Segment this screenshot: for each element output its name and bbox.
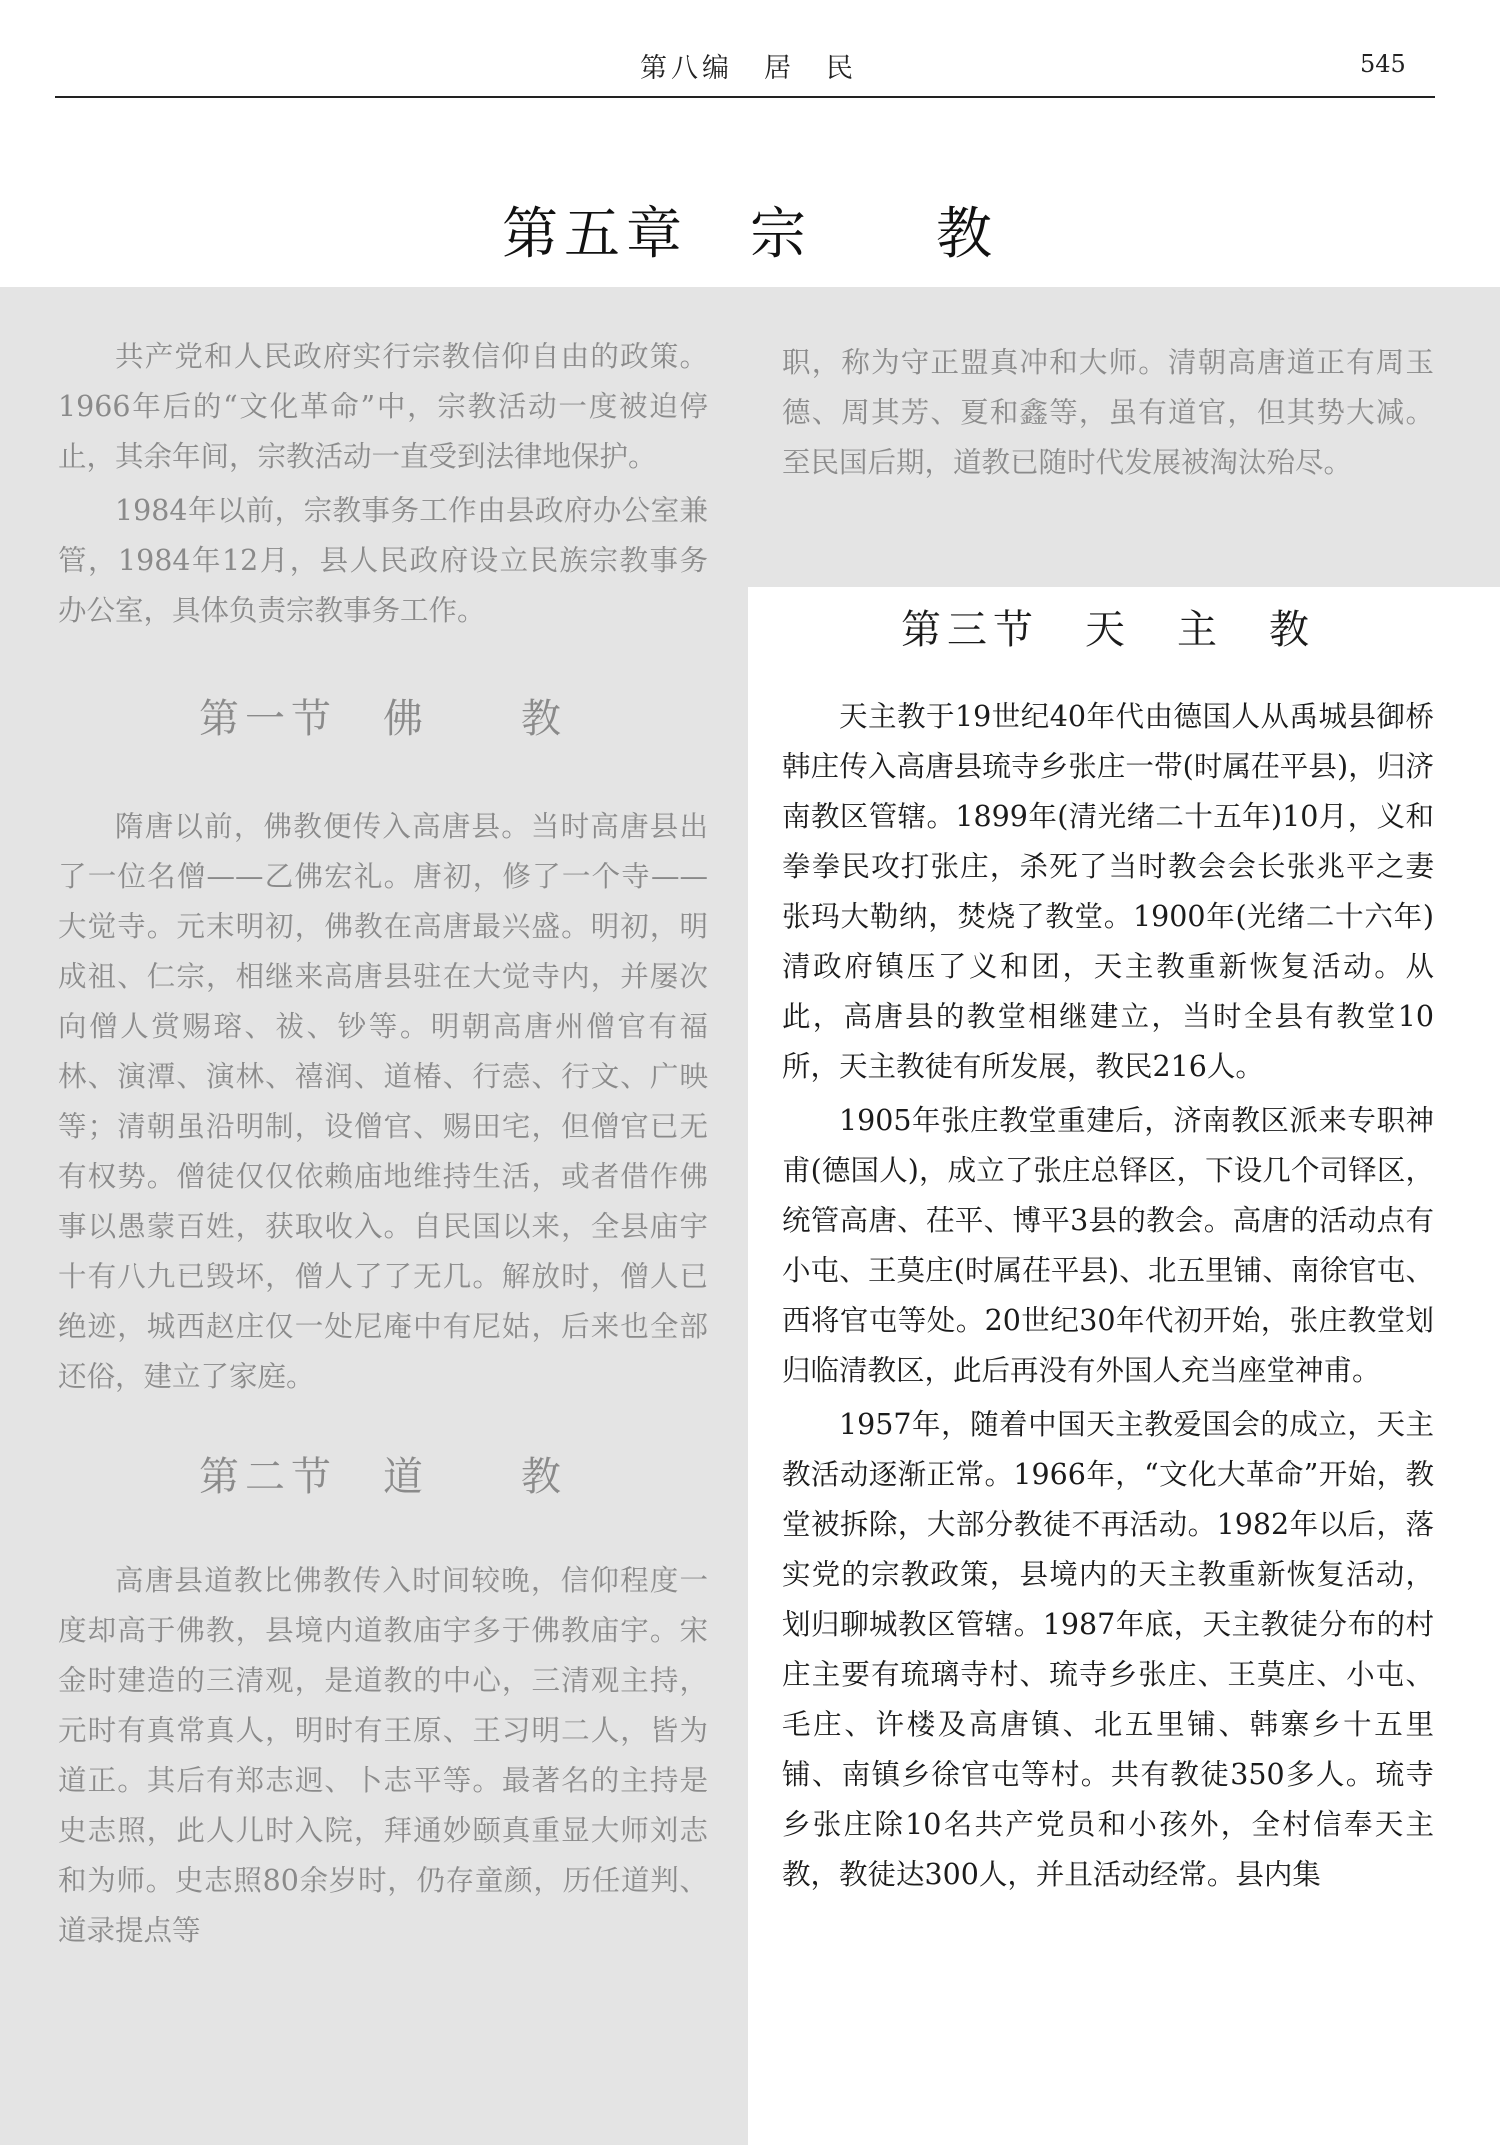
section-3-paragraph-2: 1905年张庄教堂重建后，济南教区派来专职神甫(德国人)，成立了张庄总铎区，下设几个司铎区，统管高唐、茌平、博平3县的教会。高唐的活动点有小屯、王莫庄(时属茌平县)、北五里铺、南徐官屯、西将官屯等处。20世纪30年代初开始，张庄教堂划归临清教区，此后再没有外国人充当座堂神甫。 <box>782 1104 1434 1387</box>
section-3-heading: 第三节 天 主 教 <box>901 607 1315 653</box>
section-1-paragraph: 隋唐以前，佛教便传入高唐县。当时高唐县出了一位名僧——乙佛宏礼。唐初，修了一个寺——大觉寺。元末明初，佛教在高唐最兴盛。明初，明成祖、仁宗，相继来高唐县驻在大觉寺内，并屡次向僧人赏赐瑢、祓、钞等。明朝高唐州僧官有福林、演潭、演林、禧润、道椿、行悫、行文、广映等；清朝虽沿明制，设僧官、赐田宅，但僧官已无有权势。僧徒仅仅依赖庙地维持生活，或者借作佛事以愚蒙百姓，获取收入。自民国以来，全县庙宇十有八九已毁坏，僧人了了无几。解放时，僧人已绝迹，城西赵庄仅一处尼庵中有尼姑，后来也全部还俗，建立了家庭。 <box>58 810 708 1393</box>
page-number: 545 <box>1360 50 1406 78</box>
section-3-paragraph-3: 1957年，随着中国天主教爱国会的成立，天主教活动逐渐正常。1966年，“文化大革命”开始，教堂被拆除，大部分教徒不再活动。1982年以后，落实党的宗教政策，县境内的天主教重新恢复活动，划归聊城教区管辖。1987年底，天主教徒分布的村庄主要有琉璃寺村、琉寺乡张庄、王莫庄、小屯、毛庄、许楼及高唐镇、北五里铺、韩寨乡十五里铺、南镇乡徐官屯等村。共有教徒350多人。琉寺乡张庄除10名共产党员和小孩外，全村信奉天主教，教徒达300人，并且活动经常。县内集 <box>782 1408 1434 1891</box>
running-head <box>0 0 1500 100</box>
section-2-paragraph: 高唐县道教比佛教传入时间较晚，信仰程度一度却高于佛教，县境内道教庙宇多于佛教庙宇。宋金时建造的三清观，是道教的中心，三清观主持，元时有真常真人，明时有王原、王习明二人，皆为道正。其后有郑志迥、卜志平等。最著名的主持是史志照，此人儿时入院，拜通妙颐真重显大师刘志和为师。史志照80余岁时，仍存童颜，历任道判、道录提点等 <box>58 1564 708 1947</box>
left-column <box>58 332 708 1960</box>
right-column-continuation <box>782 338 1434 492</box>
intro-paragraph-2: 1984年以前，宗教事务工作由县政府办公室兼管，1984年12月，县人民政府设立民族宗教事务办公室，具体负责宗教事务工作。 <box>58 494 708 627</box>
intro-paragraph-1: 共产党和人民政府实行宗教信仰自由的政策。1966年后的“文化革命”中，宗教活动一度被迫停止，其余年间，宗教活动一直受到法律地保护。 <box>58 340 708 473</box>
header-rule <box>55 96 1435 98</box>
section-1-heading: 第一节 佛 教 <box>199 696 567 742</box>
section-2-heading: 第二节 道 教 <box>199 1454 567 1500</box>
right-column <box>782 692 1434 1904</box>
section-3-paragraph-1: 天主教于19世纪40年代由德国人从禹城县御桥韩庄传入高唐县琉寺乡张庄一带(时属茌平县)，归济南教区管辖。1899年(清光绪二十五年)10月，义和拳拳民攻打张庄，杀死了当时教会会长张兆平之妻张玛大勒纳，焚烧了教堂。1900年(光绪二十六年)清政府镇压了义和团，天主教重新恢复活动。从此，高唐县的教堂相继建立，当时全县有教堂10所，天主教徒有所发展，教民216人。 <box>782 700 1434 1083</box>
chapter-title: 第五章 宗 教 <box>502 202 998 267</box>
section-2-paragraph-continued: 职，称为守正盟真冲和大师。清朝高唐道正有周玉德、周其芳、夏和鑫等，虽有道官，但其势大减。至民国后期，道教已随时代发展被淘汰殆尽。 <box>782 346 1434 479</box>
running-title: 第八编 居 民 <box>640 53 857 84</box>
